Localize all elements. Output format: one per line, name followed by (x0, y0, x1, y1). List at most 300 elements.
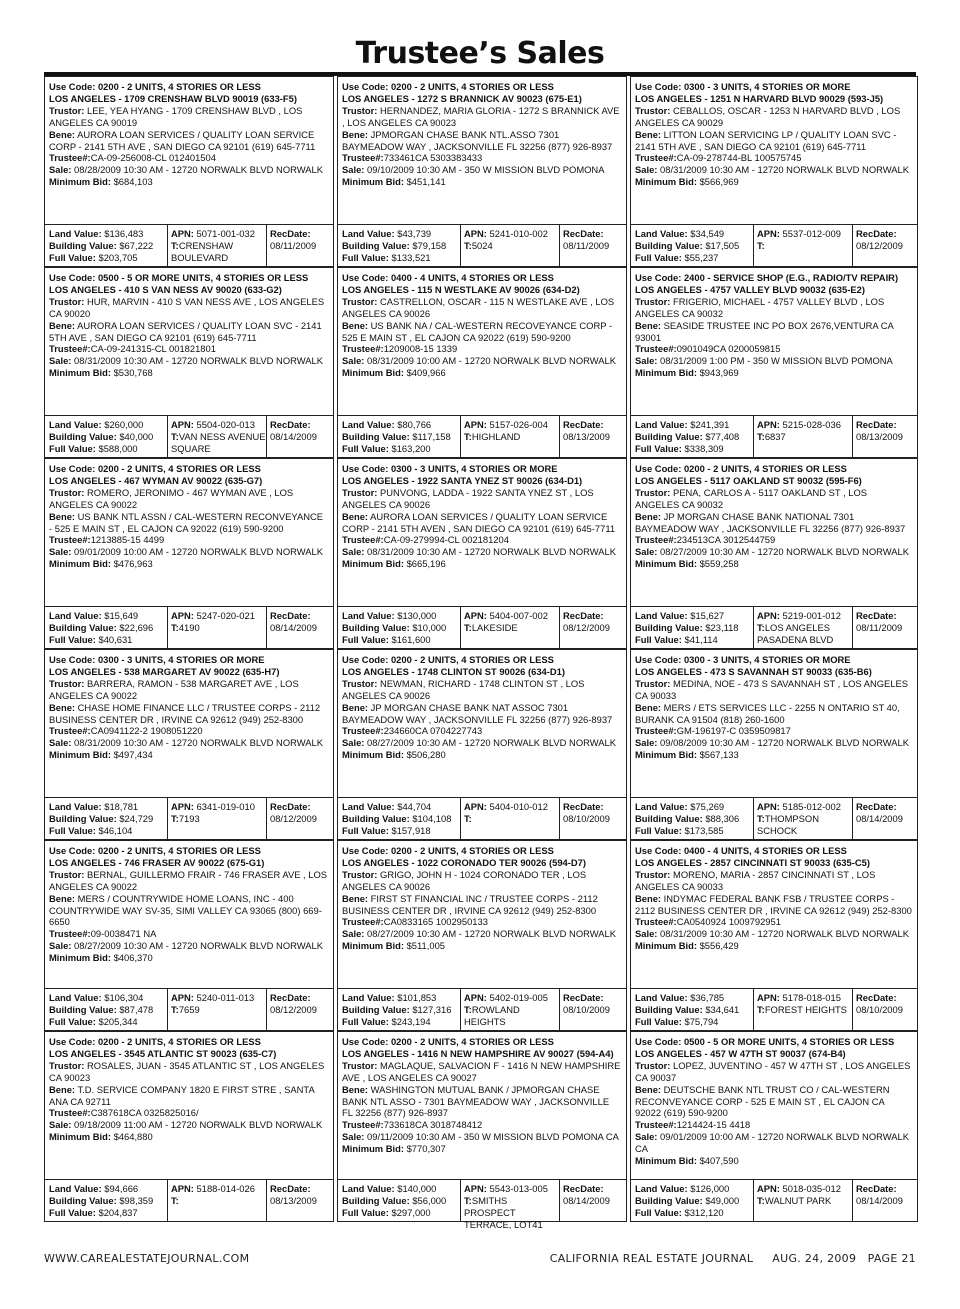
recdate-block (853, 416, 917, 457)
tract: T:SMITHS PROSPECT TERRACE, LOT41 (464, 1194, 543, 1230)
trustor: Trustor: MORENO, MARIA - 2857 CINCINNATI ST , LOS ANGELES CA 90033 (635, 868, 876, 892)
listing-card (44, 649, 334, 840)
tract: T:7659 (171, 1003, 200, 1015)
sale-info: Sale: 09/10/2009 10:30 AM - 350 W MISSION BLVD POMONA (342, 164, 605, 176)
apn-block (754, 1180, 853, 1221)
minimum-bid: Minimum Bid: $409,966 (342, 367, 446, 379)
full-value: Full Value: $163,200 (342, 442, 431, 454)
beneficiary: Bene: LITTON LOAN SERVICING LP / QUALITY LOAN SVC - 2141 5TH AVE , SAN DIEGO CA 92101 (619) 645-7711 (635, 128, 897, 152)
recdate-value: 08/10/2009 (563, 1003, 610, 1015)
trustor: Trustor: MEDINA, NOE - 473 S SAVANNAH ST , LOS ANGELES CA 90033 (635, 677, 908, 701)
minimum-bid: Minimum Bid: $476,963 (49, 558, 153, 570)
sale-info: Sale: 09/01/2009 10:00 AM - 12720 NORWALK BLVD NORWALK CA (635, 1131, 909, 1155)
recdate-label: RecDate: (563, 992, 604, 1003)
recdate-block (560, 1180, 626, 1221)
trustor: Trustor: ROMERO, JERONIMO - 467 WYMAN AVE , LOS ANGELES CA 90022 (49, 486, 294, 510)
beneficiary: Bene: AURORA LOAN SERVICES / QUALITY LOAN SERVICE CORP - 2141 5TH AVEN , SAN DIEGO CA 92101 (619) 645-7711 (342, 510, 616, 534)
listing-details (338, 1032, 626, 1180)
tract: T:4190 (171, 621, 200, 633)
beneficiary: Bene: FIRST ST FINANCIAL INC / TRUSTEE CORPS - 2112 BUSINESS CENTER DR , IRVINE CA 92612 (949) 252-8300 (342, 892, 598, 916)
building-value: Building Value: $117,158 (342, 430, 451, 442)
apn: APN: 5504-020-013 (171, 419, 255, 430)
trustor: Trustor: MAGLAQUE, SALVACION F - 1416 N NEW HAMPSHIRE AVE , LOS ANGELES CA 90027 (342, 1059, 621, 1083)
apn-block (168, 416, 267, 457)
valuation-row (631, 607, 917, 648)
recdate-value: 08/11/2009 (856, 621, 903, 633)
use-code: Use Code: 0200 - 2 UNITS, 4 STORIES OR LESS (342, 1036, 554, 1047)
building-value: Building Value: $88,306 (635, 812, 740, 824)
land-value: Land Value: $36,785 (635, 992, 725, 1003)
listing-card (44, 1031, 334, 1222)
recdate-block (560, 989, 626, 1030)
recdate-block (853, 225, 917, 266)
valuation-row (338, 989, 626, 1030)
minimum-bid: Minimum Bid: $406,370 (49, 952, 153, 964)
land-value: Land Value: $43,739 (342, 228, 432, 239)
apn-block (754, 607, 853, 648)
listing-card (44, 458, 334, 649)
valuation-row (338, 1180, 626, 1230)
apn: APN: 5188-014-026 (171, 1183, 255, 1194)
listing-card (630, 649, 918, 840)
building-value: Building Value: $77,408 (635, 430, 740, 442)
minimum-bid: Minimum Bid: $665,196 (342, 558, 446, 570)
listing-card (337, 649, 627, 840)
valuation-row (631, 1180, 917, 1221)
value-block (45, 416, 168, 457)
listing-card (630, 1031, 918, 1222)
value-block (631, 989, 754, 1030)
recdate-block (267, 989, 333, 1030)
value-block (338, 798, 461, 839)
beneficiary: Bene: JP MORGAN CHASE BANK NAT ASSOC 7301 BAYMEADOW WAY , JACKSONVILLE FL 32256 (877) 926-8937 (342, 701, 613, 725)
minimum-bid: Minimum Bid: $451,141 (342, 176, 446, 188)
use-code: Use Code: 0300 - 3 UNITS, 4 STORIES OR MORE (635, 654, 851, 665)
trustor: Trustor: FRIGERIO, MICHAEL - 4757 VALLEY BLVD , LOS ANGELES CA 90032 (635, 295, 885, 319)
building-value: Building Value: $49,000 (635, 1194, 740, 1206)
value-block (338, 989, 461, 1030)
apn: APN: 5219-001-012 (757, 610, 841, 621)
tract: T:HIGHLAND (464, 430, 521, 442)
apn-block (754, 416, 853, 457)
apn: APN: 5402-019-005 (464, 992, 548, 1003)
sale-info: Sale: 08/27/2009 10:30 AM - 12720 NORWALK BLVD NORWALK (49, 940, 323, 952)
full-value: Full Value: $55,237 (635, 251, 719, 263)
valuation-row (631, 798, 917, 839)
use-code: Use Code: 0200 - 2 UNITS, 4 STORIES OR LESS (49, 845, 261, 856)
listing-details (45, 77, 333, 225)
minimum-bid: Minimum Bid: $943,969 (635, 367, 739, 379)
valuation-row (45, 989, 333, 1030)
value-block (45, 989, 168, 1030)
listing-card (44, 76, 334, 267)
beneficiary: Bene: US BANK NTL ASSN / CAL-WESTERN RECONVEYANCE - 525 E MAIN ST , EL CAJON CA 92022 (619) 590-9200 (49, 510, 324, 534)
land-value: Land Value: $18,781 (49, 801, 139, 812)
listing-card (337, 1031, 627, 1230)
listing-details (45, 841, 333, 989)
trustee-number: Trustee#:CA0540924 1009792951 (635, 916, 781, 928)
valuation-row (45, 225, 333, 266)
valuation-row (631, 416, 917, 457)
land-value: Land Value: $260,000 (49, 419, 144, 430)
use-code: Use Code: 0200 - 2 UNITS, 4 STORIES OR LESS (49, 463, 261, 474)
apn-block (461, 225, 560, 266)
trustee-number: Trustee#:CA-09-256008-CL 012401504 (49, 152, 216, 164)
recdate-label: RecDate: (856, 228, 897, 239)
apn-block (461, 798, 560, 839)
listing-card (337, 840, 627, 1031)
beneficiary: Bene: AURORA LOAN SERVICES / QUALITY LOAN SERVICE CORP - 2141 5TH AVE , SAN DIEGO CA 92101 (619) 645-7711 (49, 128, 316, 152)
apn-block (461, 607, 560, 648)
minimum-bid: Minimum Bid: $770,307 (342, 1143, 446, 1155)
value-block (631, 225, 754, 266)
beneficiary: Bene: JP MORGAN CHASE BANK NATIONAL 7301 BAYMEADOW WAY , JACKSONVILLE FL 32256 (877) 926-8937 (635, 510, 906, 534)
apn-block (754, 989, 853, 1030)
full-value: Full Value: $173,585 (635, 824, 724, 836)
full-value: Full Value: $46,104 (49, 824, 133, 836)
use-code: Use Code: 0400 - 4 UNITS, 4 STORIES OR LESS (635, 845, 847, 856)
use-code: Use Code: 0200 - 2 UNITS, 4 STORIES OR LESS (635, 463, 847, 474)
recdate-block (853, 989, 917, 1030)
recdate-label: RecDate: (270, 992, 311, 1003)
trustor: Trustor: PENA, CARLOS A - 5117 OAKLAND ST , LOS ANGELES CA 90032 (635, 486, 868, 510)
trustee-number: Trustee#:733618CA 3018748412 (342, 1119, 483, 1131)
land-value: Land Value: $94,666 (49, 1183, 139, 1194)
land-value: Land Value: $15,649 (49, 610, 139, 621)
listing-card (44, 840, 334, 1031)
tract: T:WALNUT PARK (757, 1194, 832, 1206)
recdate-label: RecDate: (270, 419, 311, 430)
sale-info: Sale: 08/27/2009 10:30 AM - 12720 NORWALK BLVD NORWALK (342, 737, 616, 749)
property-address: LOS ANGELES - 467 WYMAN AV 90022 (635-G7) (49, 474, 263, 486)
recdate-label: RecDate: (270, 801, 311, 812)
value-block (338, 416, 461, 457)
recdate-value: 08/10/2009 (563, 812, 610, 824)
value-block (631, 607, 754, 648)
property-address: LOS ANGELES - 4757 VALLEY BLVD 90032 (635-E2) (635, 283, 865, 295)
beneficiary: Bene: CHASE HOME FINANCE LLC / TRUSTEE CORPS - 2112 BUSINESS CENTER DR , IRVINE CA 92612 (949) 252-8300 (49, 701, 321, 725)
listing-card (337, 458, 627, 649)
recdate-value: 08/13/2009 (563, 430, 610, 442)
land-value: Land Value: $34,549 (635, 228, 725, 239)
beneficiary: Bene: JPMORGAN CHASE BANK NTL.ASSO 7301 BAYMEADOW WAY , JACKSONVILLE FL 32256 (877) 926-8937 (342, 128, 613, 152)
listing-details (45, 459, 333, 607)
tract: T:ROWLAND HEIGHTS (464, 1003, 520, 1027)
recdate-value: 08/12/2009 (270, 812, 317, 824)
recdate-label: RecDate: (856, 992, 897, 1003)
apn: APN: 5241-010-002 (464, 228, 548, 239)
value-block (45, 1180, 168, 1221)
use-code: Use Code: 0300 - 3 UNITS, 4 STORIES OR MORE (635, 81, 851, 92)
property-address: LOS ANGELES - 3545 ATLANTIC ST 90023 (635-C7) (49, 1047, 277, 1059)
recdate-label: RecDate: (563, 419, 604, 430)
property-address: LOS ANGELES - 538 MARGARET AV 90022 (635-H7) (49, 665, 280, 677)
trustee-number: Trustee#:0901049CA 0200059815 (635, 343, 781, 355)
recdate-block (853, 607, 917, 648)
value-block (338, 225, 461, 266)
trustor: Trustor: GRIGO, JOHN H - 1024 CORONADO TER , LOS ANGELES CA 90026 (342, 868, 587, 892)
recdate-label: RecDate: (270, 610, 311, 621)
apn-block (168, 1180, 267, 1221)
building-value: Building Value: $17,505 (635, 239, 740, 251)
recdate-block (267, 1180, 333, 1221)
beneficiary: Bene: WASHINGTON MUTUAL BANK / JPMORGAN CHASE BANK NTL ASSO - 7301 BAYMEADOW WAY , JACKSONVILLE FL 32256 (877) 926-8937 (342, 1083, 610, 1119)
recdate-value: 08/12/2009 (563, 621, 610, 633)
full-value: Full Value: $133,521 (342, 251, 431, 263)
trustor: Trustor: HERNANDEZ, MARIA GLORIA - 1272 S BRANNICK AVE , LOS ANGELES CA 90023 (342, 104, 620, 128)
apn: APN: 5185-012-002 (757, 801, 841, 812)
valuation-row (338, 798, 626, 839)
recdate-value: 08/14/2009 (270, 621, 317, 633)
sale-info: Sale: 08/31/2009 10:30 AM - 12720 NORWALK BLVD NORWALK (342, 546, 616, 558)
minimum-bid: Minimum Bid: $407,590 (635, 1155, 739, 1167)
recdate-label: RecDate: (563, 228, 604, 239)
listing-details (338, 268, 626, 416)
building-value: Building Value: $23,118 (635, 621, 739, 633)
trustor: Trustor: LEE, YEA HYANG - 1709 CRENSHAW BLVD , LOS ANGELES CA 90019 (49, 104, 303, 128)
valuation-row (631, 989, 917, 1030)
apn-block (754, 798, 853, 839)
land-value: Land Value: $80,766 (342, 419, 432, 430)
apn: APN: 5018-035-012 (757, 1183, 841, 1194)
minimum-bid: Minimum Bid: $497,434 (49, 749, 153, 761)
apn-block (461, 989, 560, 1030)
beneficiary: Bene: US BANK NA / CAL-WESTERN RECOVEYANCE CORP - 525 E MAIN ST , EL CAJON CA 92022 (619) 590-9200 (342, 319, 613, 343)
full-value: Full Value: $203,705 (49, 251, 138, 263)
building-value: Building Value: $22,696 (49, 621, 154, 633)
minimum-bid: Minimum Bid: $566,969 (635, 176, 739, 188)
value-block (631, 798, 754, 839)
recdate-block (560, 607, 626, 648)
valuation-row (45, 416, 333, 457)
land-value: Land Value: $101,853 (342, 992, 437, 1003)
trustee-number: Trustee#:CA-09-278744-BL 100575745 (635, 152, 802, 164)
recdate-value: 08/10/2009 (856, 1003, 903, 1015)
property-address: LOS ANGELES - 410 S VAN NESS AV 90020 (633-G2) (49, 283, 282, 295)
recdate-label: RecDate: (856, 801, 897, 812)
property-address: LOS ANGELES - 473 S SAVANNAH ST 90033 (635-B6) (635, 665, 872, 677)
full-value: Full Value: $588,000 (49, 442, 138, 454)
beneficiary: Bene: INDYMAC FEDERAL BANK FSB / TRUSTEE CORPS - 2112 BUSINESS CENTER DR , IRVINE CA 92612 (949) 252-8300 (635, 892, 912, 916)
building-value: Building Value: $104,108 (342, 812, 452, 824)
apn: APN: 5543-013-005 (464, 1183, 548, 1194)
trustee-number: Trustee#:GM-196197-C 0359509817 (635, 725, 791, 737)
use-code: Use Code: 0200 - 2 UNITS, 4 STORIES OR LESS (342, 654, 554, 665)
use-code: Use Code: 0200 - 2 UNITS, 4 STORIES OR LESS (49, 81, 261, 92)
recdate-block (267, 416, 333, 457)
recdate-value: 08/14/2009 (563, 1194, 610, 1206)
sale-info: Sale: 08/28/2009 10:30 AM - 12720 NORWALK BLVD NORWALK (49, 164, 323, 176)
minimum-bid: Minimum Bid: $464,880 (49, 1131, 153, 1143)
value-block (45, 798, 168, 839)
tract: T:6837 (757, 430, 786, 442)
property-address: LOS ANGELES - 1709 CRENSHAW BLVD 90019 (633-F5) (49, 92, 297, 104)
beneficiary: Bene: DEUTSCHE BANK NTL TRUST CO / CAL-WESTERN RECONVEYANCE CORP - 525 E MAIN ST , EL CAJON CA 92022 (619) 590-9200 (635, 1083, 890, 1119)
trustee-number: Trustee#:1214424-15 4418 (635, 1119, 751, 1131)
value-block (338, 1180, 461, 1221)
land-value: Land Value: $126,000 (635, 1183, 730, 1194)
valuation-row (45, 607, 333, 648)
property-address: LOS ANGELES - 1922 SANTA YNEZ ST 90026 (634-D1) (342, 474, 583, 486)
land-value: Land Value: $44,704 (342, 801, 432, 812)
minimum-bid: Minimum Bid: $530,768 (49, 367, 153, 379)
listing-details (45, 268, 333, 416)
tract: T:FOREST HEIGHTS (757, 1003, 847, 1015)
full-value: Full Value: $297,000 (342, 1206, 431, 1218)
property-address: LOS ANGELES - 1272 S BRANNICK AV 90023 (675-E1) (342, 92, 582, 104)
listing-card (44, 267, 334, 458)
beneficiary: Bene: MERS / ETS SERVICES LLC - 2255 N ONTARIO ST 40, BURANK CA 91504 (818) 260-1600 (635, 701, 900, 725)
valuation-row (45, 798, 333, 839)
sale-info: Sale: 08/27/2009 10:30 AM - 12720 NORWALK BLVD NORWALK (635, 546, 909, 558)
recdate-block (560, 225, 626, 266)
sale-info: Sale: 08/31/2009 10:00 AM - 12720 NORWALK BLVD NORWALK (342, 355, 616, 367)
recdate-value: 08/14/2009 (856, 812, 903, 824)
use-code: Use Code: 0500 - 5 OR MORE UNITS, 4 STORIES OR LESS (49, 272, 309, 283)
recdate-value: 08/13/2009 (856, 430, 903, 442)
apn-block (754, 225, 853, 266)
value-block (631, 1180, 754, 1221)
tract: T:LOS ANGELES PASADENA BLVD (757, 621, 834, 645)
property-address: LOS ANGELES - 5117 OAKLAND ST 90032 (595-F6) (635, 474, 862, 486)
property-address: LOS ANGELES - 457 W 47TH ST 90037 (674-B4) (635, 1047, 846, 1059)
property-address: LOS ANGELES - 1251 N HARVARD BLVD 90029 (593-J5) (635, 92, 884, 104)
valuation-row (338, 416, 626, 457)
tract: T:CRENSHAW BOULEVARD (171, 239, 234, 263)
trustor: Trustor: NEWMAN, RICHARD - 1748 CLINTON ST , LOS ANGELES CA 90026 (342, 677, 585, 701)
use-code: Use Code: 0300 - 3 UNITS, 4 STORIES OR MORE (342, 463, 558, 474)
listing-details (631, 841, 917, 989)
building-value: Building Value: $98,359 (49, 1194, 154, 1206)
trustor: Trustor: CASTRELLON, OSCAR - 115 N WESTLAKE AVE , LOS ANGELES CA 90026 (342, 295, 615, 319)
recdate-label: RecDate: (563, 801, 604, 812)
listing-details (631, 1032, 917, 1180)
apn-block (168, 225, 267, 266)
apn: APN: 6341-019-010 (171, 801, 255, 812)
footer-website: WWW.CAREALESTATEJOURNAL.COM (44, 1252, 250, 1265)
recdate-value: 08/11/2009 (270, 239, 317, 251)
building-value: Building Value: $40,000 (49, 430, 154, 442)
building-value: Building Value: $10,000 (342, 621, 447, 633)
sale-info: Sale: 09/18/2009 11:00 AM - 12720 NORWALK BLVD NORWALK (49, 1119, 323, 1131)
apn: APN: 5071-001-032 (171, 228, 255, 239)
recdate-block (267, 798, 333, 839)
full-value: Full Value: $243,194 (342, 1015, 431, 1027)
valuation-row (45, 1180, 333, 1221)
recdate-value: 08/14/2009 (270, 430, 317, 442)
beneficiary: Bene: SEASIDE TRUSTEE INC PO BOX 2676,VENTURA CA 93001 (635, 319, 894, 343)
listing-card (337, 267, 627, 458)
use-code: Use Code: 0500 - 5 OR MORE UNITS, 4 STORIES OR LESS (635, 1036, 895, 1047)
tract: T:VAN NESS AVENUE SQUARE (171, 430, 266, 454)
minimum-bid: Minimum Bid: $684,103 (49, 176, 153, 188)
full-value: Full Value: $157,918 (342, 824, 431, 836)
sale-info: Sale: 09/01/2009 10:00 AM - 12720 NORWALK BLVD NORWALK (49, 546, 323, 558)
trustee-number: Trustee#:09-0038471 NA (49, 928, 157, 940)
listing-details (338, 841, 626, 989)
property-address: LOS ANGELES - 1748 CLINTON ST 90026 (634-D1) (342, 665, 565, 677)
land-value: Land Value: $136,483 (49, 228, 144, 239)
recdate-label: RecDate: (563, 610, 604, 621)
full-value: Full Value: $75,794 (635, 1015, 719, 1027)
trustor: Trustor: PUNVONG, LADDA - 1922 SANTA YNEZ ST , LOS ANGELES CA 90026 (342, 486, 594, 510)
listing-details (338, 459, 626, 607)
recdate-label: RecDate: (856, 1183, 897, 1194)
apn: APN: 5215-028-036 (757, 419, 841, 430)
recdate-value: 08/13/2009 (270, 1194, 317, 1206)
trustee-number: Trustee#:1213885-15 4499 (49, 534, 165, 546)
use-code: Use Code: 0400 - 4 UNITS, 4 STORIES OR LESS (342, 272, 554, 283)
land-value: Land Value: $106,304 (49, 992, 144, 1003)
apn: APN: 5178-018-015 (757, 992, 841, 1003)
apn-block (168, 989, 267, 1030)
land-value: Land Value: $15,627 (635, 610, 725, 621)
apn-block (461, 416, 560, 457)
tract: T:LAKESIDE (464, 621, 518, 633)
apn-block (168, 607, 267, 648)
apn: APN: 5404-007-002 (464, 610, 548, 621)
apn: APN: 5240-011-013 (171, 992, 255, 1003)
trustor: Trustor: CEBALLOS, OSCAR - 1253 N HARVARD BLVD , LOS ANGELES CA 90029 (635, 104, 901, 128)
recdate-block (853, 1180, 917, 1221)
tract: T: (464, 812, 472, 824)
land-value: Land Value: $130,000 (342, 610, 437, 621)
trustor: Trustor: HUR, MARVIN - 410 S VAN NESS AVE , LOS ANGELES CA 90020 (49, 295, 325, 319)
recdate-label: RecDate: (563, 1183, 604, 1194)
recdate-value: 08/11/2009 (563, 239, 610, 251)
valuation-row (631, 225, 917, 266)
value-block (45, 607, 168, 648)
tract: T:THOMPSON SCHOCK (757, 812, 819, 836)
trustee-number: Trustee#:CA0833165 1002950133 (342, 916, 488, 928)
minimum-bid: Minimum Bid: $556,429 (635, 940, 739, 952)
use-code: Use Code: 2400 - SERVICE SHOP (E.G., RADIO/TV REPAIR) (635, 272, 899, 283)
full-value: Full Value: $161,600 (342, 633, 431, 645)
full-value: Full Value: $205,344 (49, 1015, 138, 1027)
recdate-value: 08/12/2009 (856, 239, 903, 251)
minimum-bid: Minimum Bid: $567,133 (635, 749, 739, 761)
value-block (338, 607, 461, 648)
full-value: Full Value: $40,631 (49, 633, 133, 645)
listing-details (45, 650, 333, 798)
trustor: Trustor: ROSALES, JUAN - 3545 ATLANTIC ST , LOS ANGELES CA 90023 (49, 1059, 325, 1083)
sale-info: Sale: 08/27/2009 10:30 AM - 12720 NORWALK BLVD NORWALK (342, 928, 616, 940)
sale-info: Sale: 09/08/2009 10:30 AM - 12720 NORWALK BLVD NORWALK (635, 737, 909, 749)
trustee-number: Trustee#:CA-09-279994-CL 002181204 (342, 534, 509, 546)
sale-info: Sale: 08/31/2009 1:00 PM - 350 W MISSION BLVD POMONA (635, 355, 893, 367)
tract: T:5024 (464, 239, 493, 251)
listing-details (338, 650, 626, 798)
value-block (45, 225, 168, 266)
apn: APN: 5404-010-012 (464, 801, 548, 812)
building-value: Building Value: $34,641 (635, 1003, 740, 1015)
trustee-number: Trustee#:234660CA 0704227743 (342, 725, 483, 737)
recdate-label: RecDate: (270, 1183, 311, 1194)
trustee-number: Trustee#:733461CA 5303383433 (342, 152, 483, 164)
listing-details (631, 650, 917, 798)
listing-card (630, 267, 918, 458)
building-value: Building Value: $87,478 (49, 1003, 154, 1015)
recdate-block (560, 416, 626, 457)
beneficiary: Bene: T.D. SERVICE COMPANY 1820 E FIRST STRE , SANTA ANA CA 92711 (49, 1083, 315, 1107)
recdate-block (853, 798, 917, 839)
listing-details (631, 268, 917, 416)
property-address: LOS ANGELES - 1022 CORONADO TER 90026 (594-D7) (342, 856, 586, 868)
beneficiary: Bene: AURORA LOAN SERVICES / QUALITY LOAN SVC - 2141 5TH AVE , SAN DIEGO CA 92101 (619) 645-7711 (49, 319, 322, 343)
sale-info: Sale: 08/31/2009 10:30 AM - 12720 NORWALK BLVD NORWALK (635, 928, 909, 940)
listing-details (631, 459, 917, 607)
full-value: Full Value: $41,114 (635, 633, 718, 645)
